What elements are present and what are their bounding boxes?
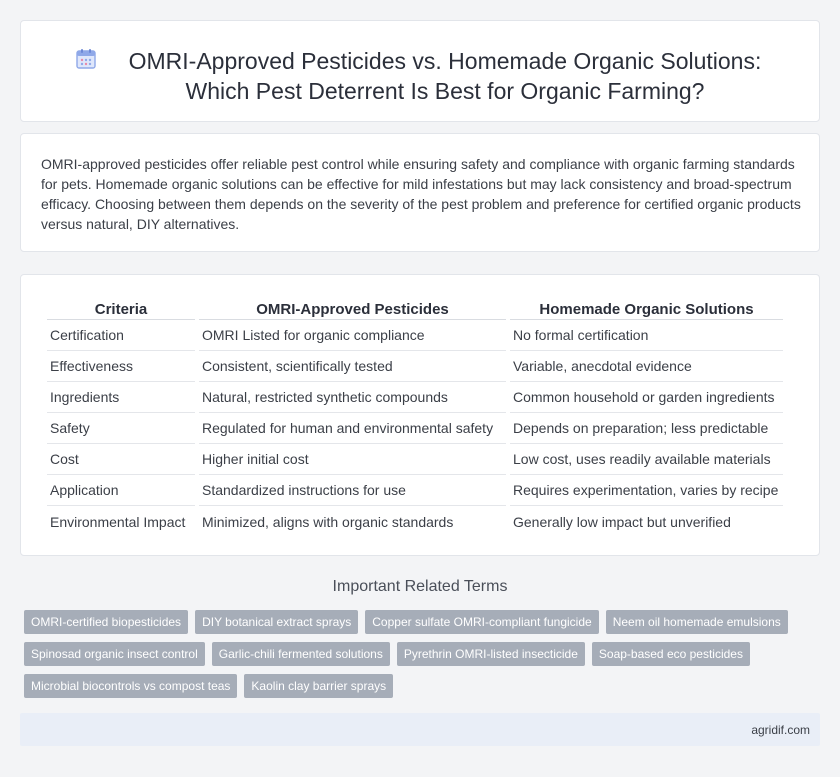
- table-cell: Regulated for human and environmental safety: [199, 413, 506, 444]
- table-cell: Effectiveness: [47, 351, 195, 382]
- table-cell: Higher initial cost: [199, 444, 506, 475]
- summary-text: OMRI-approved pesticides offer reliable pest control while ensuring safety and compliance with organic farming standards for pets. Homemade organic solutions can be effective for mild infestations but may lack consistency and broad-spectrum efficacy. Choosing between them depends on the severity of the pest problem and preference for certified organic products versus natural, DIY alternatives.: [41, 156, 801, 232]
- table-row: [47, 413, 783, 444]
- table-cell: OMRI Listed for organic compliance: [199, 320, 506, 351]
- related-term-tag[interactable]: Pyrethrin OMRI-listed insecticide: [397, 642, 585, 666]
- table-row: [47, 475, 783, 506]
- footer-bar: [20, 713, 820, 746]
- table-cell: Standardized instructions for use: [199, 475, 506, 506]
- related-term-tag[interactable]: Garlic-chili fermented solutions: [212, 642, 390, 666]
- related-terms-heading: Important Related Terms: [332, 578, 508, 595]
- comparison-table: [43, 296, 787, 537]
- table-row: [47, 506, 783, 537]
- title-card: [20, 20, 820, 122]
- table-cell: Application: [47, 475, 195, 506]
- table-cell: Cost: [47, 444, 195, 475]
- table-row: [47, 382, 783, 413]
- comparison-table-card: [20, 274, 820, 556]
- footer-site-link[interactable]: agridif.com: [751, 723, 810, 737]
- table-cell: No formal certification: [510, 320, 783, 351]
- table-cell: Minimized, aligns with organic standards: [202, 513, 454, 530]
- table-row: [47, 320, 783, 351]
- table-cell: Requires experimentation, varies by recipe: [510, 475, 783, 506]
- table-cell: Natural, restricted synthetic compounds: [199, 382, 506, 413]
- table-cell: Low cost, uses readily available materials: [510, 444, 783, 475]
- table-cell: Depends on preparation; less predictable: [510, 413, 783, 444]
- related-term-tag[interactable]: Spinosad organic insect control: [24, 642, 205, 666]
- related-term-tag[interactable]: OMRI-certified biopesticides: [24, 610, 188, 634]
- related-term-tag[interactable]: Kaolin clay barrier sprays: [244, 674, 393, 698]
- table-cell: Ingredients: [47, 382, 195, 413]
- related-terms-tags: [24, 610, 804, 698]
- table-cell: Certification: [47, 320, 195, 351]
- table-cell: Safety: [47, 413, 195, 444]
- related-term-tag[interactable]: Neem oil homemade emulsions: [606, 610, 788, 634]
- table-row: [47, 444, 783, 475]
- related-term-tag[interactable]: DIY botanical extract sprays: [195, 610, 358, 634]
- calendar-icon: [75, 48, 97, 70]
- table-cell: Consistent, scientifically tested: [199, 351, 506, 382]
- summary-card: [20, 133, 820, 252]
- related-term-tag[interactable]: Soap-based eco pesticides: [592, 642, 750, 666]
- table-header-row: [47, 296, 783, 320]
- table-cell: Generally low impact but unverified: [513, 513, 731, 530]
- column-header-omri: OMRI-Approved Pesticides: [199, 296, 506, 320]
- table-cell: Environmental Impact: [50, 513, 186, 530]
- related-term-tag[interactable]: Microbial biocontrols vs compost teas: [24, 674, 237, 698]
- column-header-criteria: Criteria: [47, 296, 195, 320]
- column-header-homemade: Homemade Organic Solutions: [510, 296, 783, 320]
- page-title: OMRI-Approved Pesticides vs. Homemade Organic Solutions: Which Pest Deterrent Is Best for Organic Farming?: [128, 48, 762, 104]
- related-term-tag[interactable]: Copper sulfate OMRI-compliant fungicide: [365, 610, 598, 634]
- table-cell: Variable, anecdotal evidence: [510, 351, 783, 382]
- table-row: [47, 351, 783, 382]
- table-cell: Common household or garden ingredients: [510, 382, 783, 413]
